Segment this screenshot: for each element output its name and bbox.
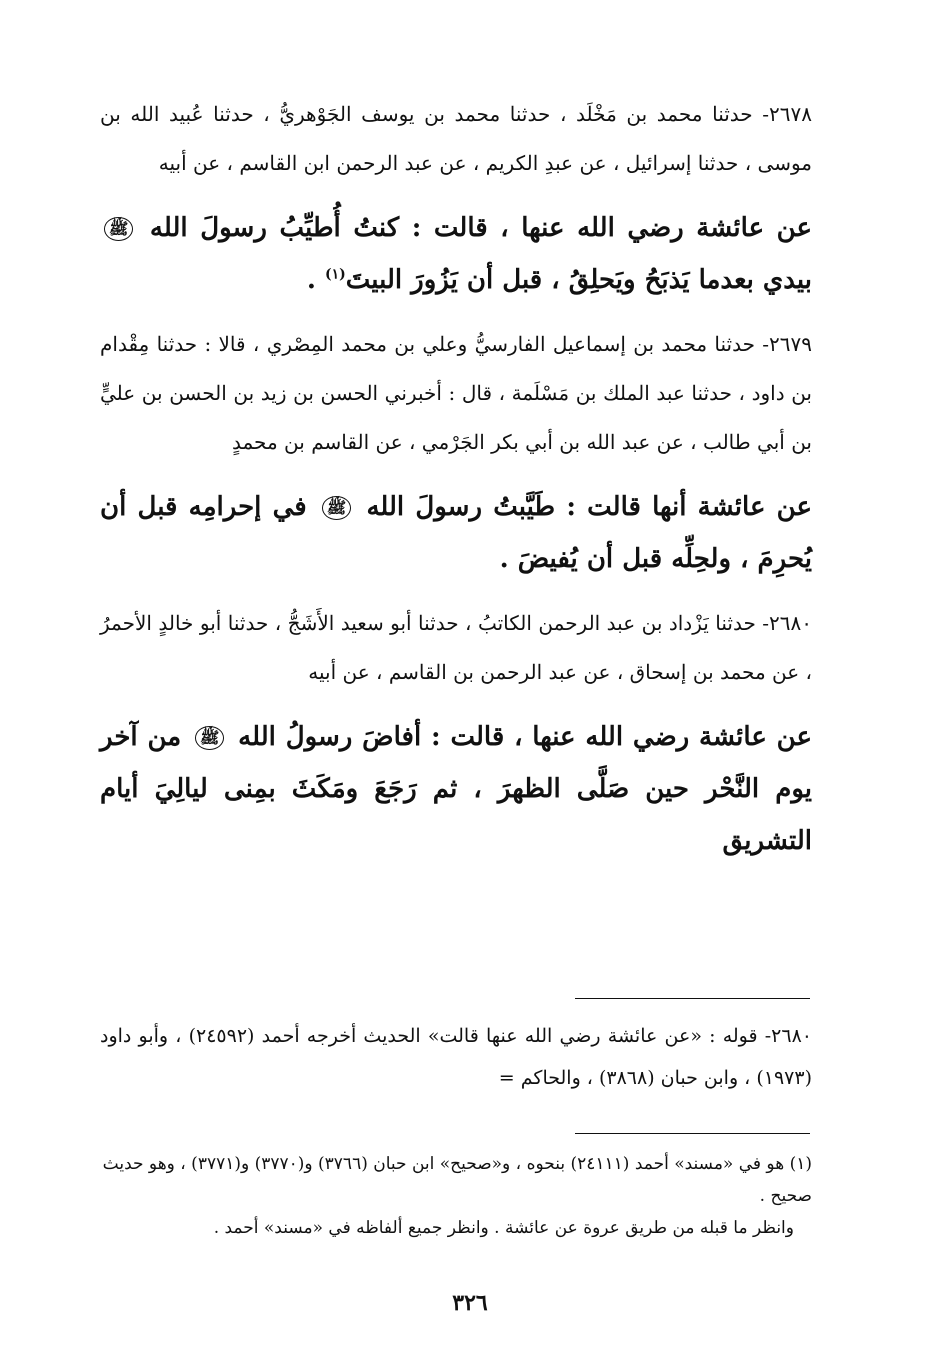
matn-end: . <box>306 265 316 295</box>
matn-text: عن عائشة رضي الله عنها ، قالت : كنتُ أُطيِّبُ رسولَ الله <box>149 213 812 243</box>
commentary: ٢٦٨٠- قوله : «عن عائشة رضي الله عنها قالت» الحديث أخرجه أحمد (٢٤٥٩٢) ، وأبو داود (١٩٧٣) ، وابن حبان (٣٨٦٨) ، والحاكم = <box>100 1025 812 1089</box>
matn-text: بيدي بعدما يَذبَحُ ويَحلِقُ ، قبل أن يَزُورَ البيتَ <box>345 265 812 295</box>
footnote-divider <box>575 1133 810 1134</box>
footnote-1: (١) هو في «مسند» أحمد (٢٤١١١) بنحوه ، و«صحيح» ابن حبان (٣٧٦٦) و(٣٧٧٠) و(٣٧٧١) ، وهو حديث صحيح . <box>102 1154 812 1206</box>
salutation-icon: ﷺ <box>322 496 351 520</box>
salutation-icon: ﷺ <box>195 726 224 750</box>
matn-text: عن عائشة رضي الله عنها ، قالت : أفاضَ رسولُ الله <box>238 722 812 752</box>
footnotes <box>100 1148 812 1244</box>
hadith-2678-matn <box>100 202 812 306</box>
page-number: ٣٢٦ <box>452 1290 488 1316</box>
matn-text: عن عائشة أنها قالت : طَيَّبتُ رسولَ الله <box>366 492 812 522</box>
matn-text: في إحرامِه قبل أن يُحرِمَ ، ولحِلِّه قبل أن يُفيضَ . <box>100 492 812 574</box>
hadith-2678-isnad: ٢٦٧٨- حدثنا محمد بن مَخْلَد ، حدثنا محمد بن يوسف الجَوْهريُّ ، حدثنا عُبيد الله بن موسى ، حدثنا إسرائيل ، عن عبدِ الكريم ، عن عبد الرحمن ابن القاسم ، عن أبيه <box>100 102 812 175</box>
commentary-divider <box>575 998 810 999</box>
hadith-2680-matn <box>100 711 812 867</box>
hadith-2680-isnad: ٢٦٨٠- حدثنا يَزْداد بن عبد الرحمن الكاتبُ ، حدثنا أبو سعيد الأَشَجُّ ، حدثنا أبو خالدٍ الأحمرُ ، عن محمد بن إسحاق ، عن عبد الرحمن بن القاسم ، عن أبيه <box>100 611 812 684</box>
matn-text: من آخر يوم النَّحْر حين صَلَّى الظهرَ ، ثم رَجَعَ ومَكَثَ بمِنى ليالِيَ أيام التشريق <box>100 722 812 856</box>
salutation-icon: ﷺ <box>104 217 133 241</box>
footnote-ref[interactable]: (١) <box>324 266 346 283</box>
hadith-2679-isnad: ٢٦٧٩- حدثنا محمد بن إسماعيل الفارسيُّ وعلي بن محمد المِصْري ، قالا : حدثنا مِقْدام بن داود ، حدثنا عبد الملك بن مَسْلَمة ، قال : أخبرني الحسن بن زيد بن الحسن بن عليٍّ بن أبي طالب ، عن عبد الله بن أبي بكر الجَرْمي ، عن القاسم بن محمدٍ <box>100 332 812 454</box>
footnote-1-continued: وانظر ما قبله من طريق عروة عن عائشة . وانظر جميع ألفاظه في «مسند» أحمد . <box>213 1218 794 1238</box>
hadith-2679-matn <box>100 481 812 585</box>
main-text <box>100 90 812 881</box>
